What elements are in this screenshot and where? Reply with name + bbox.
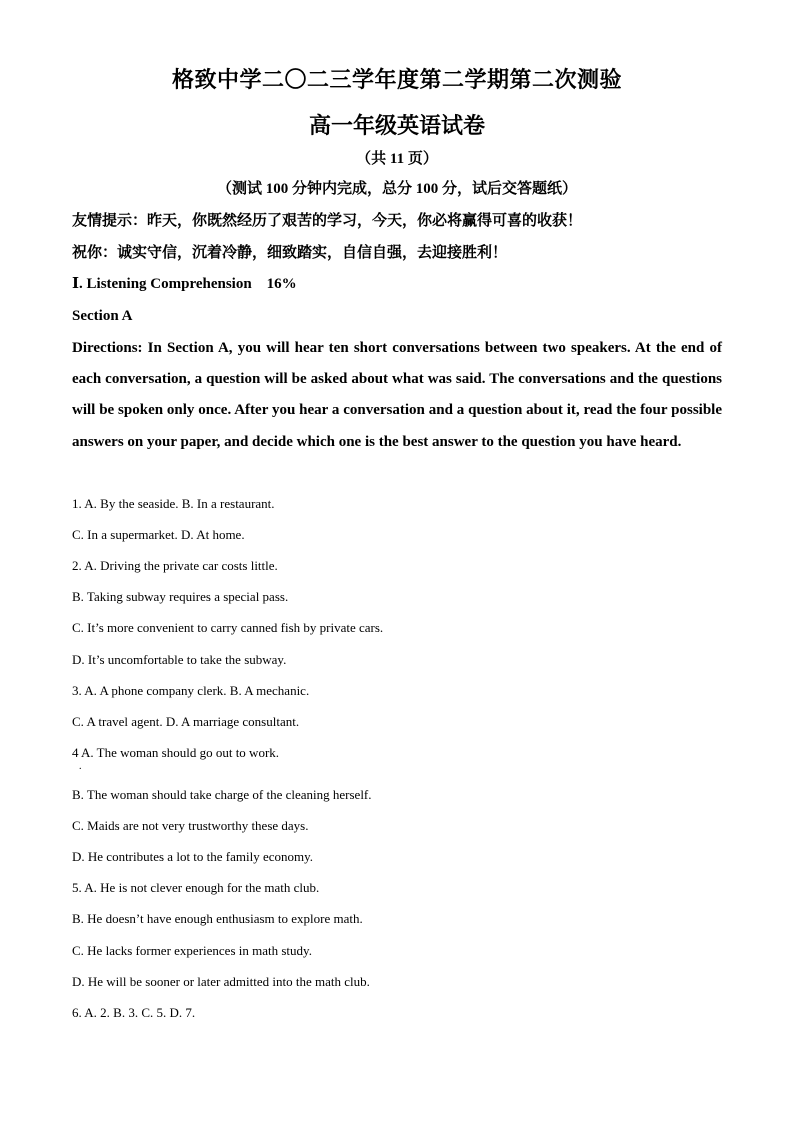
exam-title: 格致中学二〇二三学年度第二学期第二次测验 xyxy=(171,67,622,92)
option-line: C. Maids are not very trustworthy these days. xyxy=(72,818,309,833)
friendly-tip: 友情提示：昨天，你既然经历了艰苦的学习，今天，你必将赢得可喜的收获！ xyxy=(72,213,583,229)
directions-paragraph: Directions: In Section A, you will hear ten short conversations between two speakers. At the end of each conversation, a question will be asked about what was said. The conversations and the questions will be spoken only once. After you hear a conversation and a question about it, read the four possible answers on your paper, and decide which one is the best answer to the question you have heard. xyxy=(72,340,722,450)
option-line: 5. A. He is not clever enough for the math club. xyxy=(72,880,320,895)
option-line: B. The woman should take charge of the cleaning herself. xyxy=(72,787,372,802)
option-line: 2. A. Driving the private car costs little. xyxy=(72,558,278,573)
section-heading: Section A xyxy=(72,308,133,324)
option-line: B. He doesn’t have enough enthusiasm to explore math. xyxy=(72,911,363,926)
option-line: D. He contributes a lot to the family economy. xyxy=(72,849,314,864)
option-line: B. Taking subway requires a special pass. xyxy=(72,589,289,604)
option-line: C. He lacks former experiences in math study. xyxy=(72,943,312,958)
option-line: C. In a supermarket. D. At home. xyxy=(72,527,245,542)
option-line: D. He will be sooner or later admitted into the math club. xyxy=(72,974,370,989)
option-line: D. It’s uncomfortable to take the subway. xyxy=(72,652,287,667)
option-line: 3. A. A phone company clerk. B. A mechanic. xyxy=(72,683,310,698)
option-line: 6. A. 2. B. 3. C. 5. D. 7. xyxy=(72,1005,196,1020)
stray-mark: . xyxy=(79,761,82,772)
part-heading: Ⅰ. Listening Comprehension 16% xyxy=(72,276,297,292)
option-line: 1. A. By the seaside. B. In a restaurant. xyxy=(72,496,275,511)
wish-line: 祝你：诚实守信，沉着冷静，细致踏实，自信自强，去迎接胜利！ xyxy=(72,245,508,261)
exam-note: （测试 100 分钟内完成，总分 100 分，试后交答题纸） xyxy=(216,181,577,197)
exam-subtitle: 高一年级英语试卷 xyxy=(308,113,485,138)
option-line: C. It’s more convenient to carry canned fish by private cars. xyxy=(72,620,384,635)
page-count: （共 11 页） xyxy=(356,151,438,167)
option-line: C. A travel agent. D. A marriage consultant. xyxy=(72,714,300,729)
option-line: 4 A. The woman should go out to work. xyxy=(72,745,280,760)
